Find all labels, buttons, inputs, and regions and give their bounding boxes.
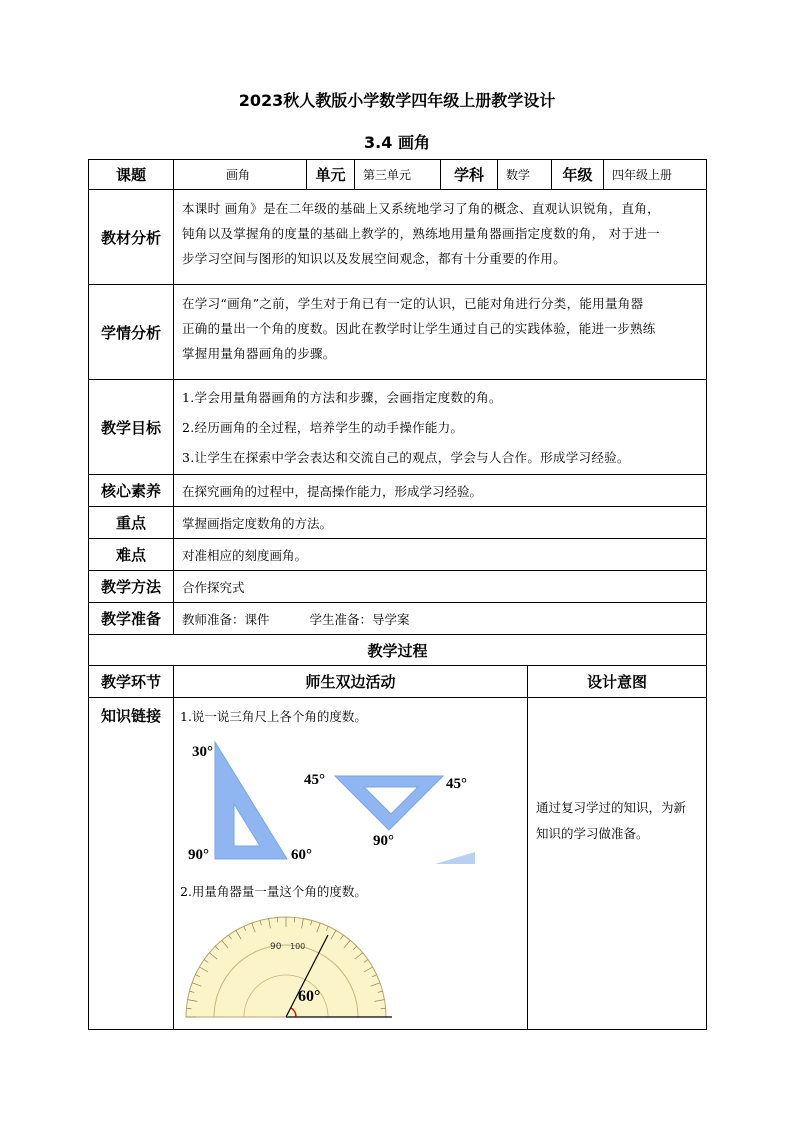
intent-text: 通过复习学过的知识，为新 知识的学习做准备。 [536,800,687,841]
preparation-label: 教学准备 [100,610,161,628]
difficulty-value: 对准相应的刻度画角。 [182,547,308,563]
angle-60-label: 60° [291,847,312,863]
method-label: 教学方法 [100,578,161,596]
angle-45-label-left: 45° [304,772,325,788]
topic-value: 画角 [226,168,251,182]
lesson-title: 3.4 画角 [364,133,430,152]
svg-text:100: 100 [290,942,306,951]
unit-value: 第三单元 [363,168,412,182]
difficulty-label: 难点 [115,546,146,564]
set-square-30-60-90 [215,742,287,859]
subject-value: 数学 [506,168,531,182]
grade-value: 四年级上册 [612,168,673,182]
process-header: 教学过程 [367,641,428,660]
protractor [186,917,386,1017]
grade-label: 年级 [562,166,593,184]
student-prep: 学生准备：导学案 [309,611,410,627]
teaching-goals-list [174,380,706,474]
goal-item: 2.经历画角的全过程，培养学生的动手操作能力。 [182,420,464,435]
method-value: 合作探究式 [182,579,245,595]
teaching-goals-label: 教学目标 [100,418,161,437]
unit-label: 单元 [315,166,346,184]
set-squares-figure [180,734,500,866]
core-literacy-value: 在探究画角的过程中，提高操作能力，形成学习经验。 [182,483,483,499]
angle-30-label: 30° [192,744,213,760]
col-intent-header: 设计意图 [586,673,647,691]
angle-90-label-b: 90° [373,833,394,849]
key-point-value: 掌握画指定度数角的方法。 [182,515,333,531]
set-square-45-45-90 [335,776,443,830]
angle-90-label-a: 90° [188,847,209,863]
topic-label: 课题 [115,166,146,184]
svg-text:90: 90 [270,942,282,952]
question-2: 2.用量角器量一量这个角的度数。 [180,884,367,899]
student-analysis-text: 在学习“画角”之前，学生对于角已有一定的认识，已能对角进行分类，能用量角器 正确的量出一个角的度数。因此在教学时让学生通过自己的实践体验，能进一步熟练 掌握用量角器画角的步骤。 [182,296,656,361]
key-point-label: 重点 [115,514,146,532]
stage-knowledge-link: 知识链接 [100,706,161,725]
goal-item: 3.让学生在探索中学会表达和交流自己的观点，学会与人合作。形成学习经验。 [182,450,630,465]
teacher-prep: 教师准备：课件 [182,611,270,627]
student-analysis-label: 学情分析 [100,323,161,342]
core-literacy-label: 核心素养 [100,482,161,500]
preparation-value [174,603,706,634]
partial-shape [435,852,475,864]
protractor-figure [184,913,394,1023]
angle-45-label-right: 45° [446,776,467,792]
protractor-angle-label: 60° [298,988,321,1005]
subject-label: 学科 [453,166,484,184]
document-title: 2023秋人教版小学数学四年级上册教学设计 [238,91,556,110]
material-analysis-text: 本课时 画角》是在二年级的基础上又系统地学习了角的概念、直观认识锐角，直角， 钝角以及掌握角的度量的基础上教学的，熟练地用量角器画指定度数的角， 对于进一 步学习空间与图形的知识以及发展空间观念，都有十分重要的作用。 [182,201,660,266]
col-activity-header: 师生双边活动 [305,673,396,691]
goal-item: 1.学会用量角器画角的方法和步骤，会画指定度数的角。 [182,390,502,405]
col-stage-header: 教学环节 [100,673,161,691]
question-1: 1.说一说三角尺上各个角的度数。 [180,709,367,724]
material-analysis-label: 教材分析 [100,228,161,247]
